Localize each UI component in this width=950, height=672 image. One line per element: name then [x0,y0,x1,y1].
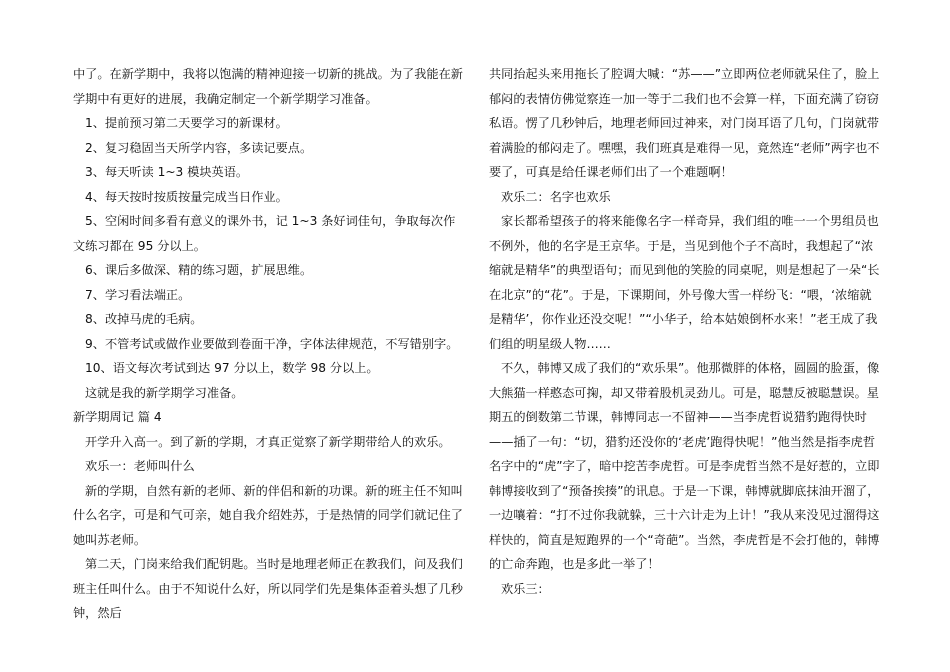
paragraph: 中了。在新学期中，我将以饱满的精神迎接一切新的挑战。为了我能在新学期中有更好的进展，我确定制定一个新学期学习准备。 [73,67,463,106]
subsection-heading: 欢乐一：老师叫什么 [85,459,195,473]
paragraph: 共同抬起头来用拖长了腔调大喊：“苏——”立即两位老师就呆住了，脸上郁闷的表情仿佛觉察连一加一等于二我们也不会算一样，下面充满了窃窃私语。愣了几秒钟后，地理老师回过神来，对门岗耳语了几句，门岗就带着满脸的郁闷走了。嘿嘿，我们班真是难得一见，竟然连“老师”两字也不要了，可真是给任课老师们出了一个难题啊！ [489,67,880,179]
right-column [489,62,881,601]
list-item: 2、复习稳固当天所学内容，多读记要点。 [85,140,313,155]
list-item: 7、学习看法端正。 [85,287,191,302]
paragraph: 家长都希望孩子的将来能像名字一样奇异，我们组的唯一一个男组员也不例外，他的名字是王京华。于是，当见到他个子不高时，我想起了“浓缩就是精华”的典型语句；而见到他的笑脸的同桌呢，则是想起了一朵“长在北京”的“花”。于是，下课期间，外号像大雪一样纷飞：“喂，‘浓缩就是精华’，你作业还没交呢！”“小华子，给本姑娘倒杯水来！”老王成了我们组的明星级人物…… [489,214,880,351]
paragraph: 第二天，门岗来给我们配钥匙。当时是地理老师正在教我们，问及我们班主任叫什么。由于不知说什么好，所以同学们先是集体歪着头想了几秒钟，然后 [73,557,463,620]
paragraph: 这就是我的新学期学习准备。 [85,385,244,400]
paragraph: 新的学期，自然有新的老师、新的伴侣和新的功课。新的班主任不知叫什么名字，可是和气可亲，她自我介绍姓苏，于是热情的同学们就记住了她叫苏老师。 [73,483,463,547]
subsection-heading: 欢乐二：名字也欢乐 [501,189,611,204]
list-item: 9、不管考试或做作业要做到卷面干净，字体法律规范，不写错别字。 [85,336,459,351]
left-column [73,62,465,626]
subsection-heading: 欢乐三： [501,581,550,596]
list-item: 1、提前预习第二天要学习的新课材。 [85,116,288,130]
paragraph: 开学升入高一。到了新的学期，才真正觉察了新学期带给人的欢乐。 [85,434,451,449]
list-item: 10、语文每次考试到达 97 分以上，数学 98 分以上。 [85,361,379,375]
list-item: 3、每天听读 1~3 模块英语。 [85,165,249,179]
section-heading: 新学期周记 篇 4 [73,410,162,424]
list-item: 6、课后多做深、精的练习题，扩展思维。 [85,263,313,277]
list-item: 4、每天按时按质按量完成当日作业。 [85,189,288,204]
paragraph: 不久，韩博又成了我们的“欢乐果”。他那微胖的体格，圆圆的脸蛋，像大熊猫一样憨态可掬，却又带着股机灵劲儿。可是，聪慧反被聪慧误。星期五的倒数第二节课，韩博同志一不留神——当李虎哲说猎豹跑得快时——插了一句：“切，猎豹还没你的‘老虎’跑得快呢！”他当然是指李虎哲名字中的“虎”字了，暗中挖苦李虎哲。可是李虎哲当然不是好惹的，立即韩博接收到了“预备挨揍”的讯息。于是一下课，韩博就脚底抹油开溜了，一边嚷着：“打不过你我就躲，三十六计走为上计！”我从来没见过溜得这样快的，简直是短跑界的一个“奇葩”。当然，李虎哲是不会打他的，韩博的亡命奔跑，也是多此一举了！ [489,361,880,571]
list-item: 8、改掉马虎的毛病。 [85,312,203,326]
list-item: 5、空闲时间多看有意义的课外书，记 1~3 条好词佳句，争取每次作文练习都在 95 分以上。 [73,214,456,253]
